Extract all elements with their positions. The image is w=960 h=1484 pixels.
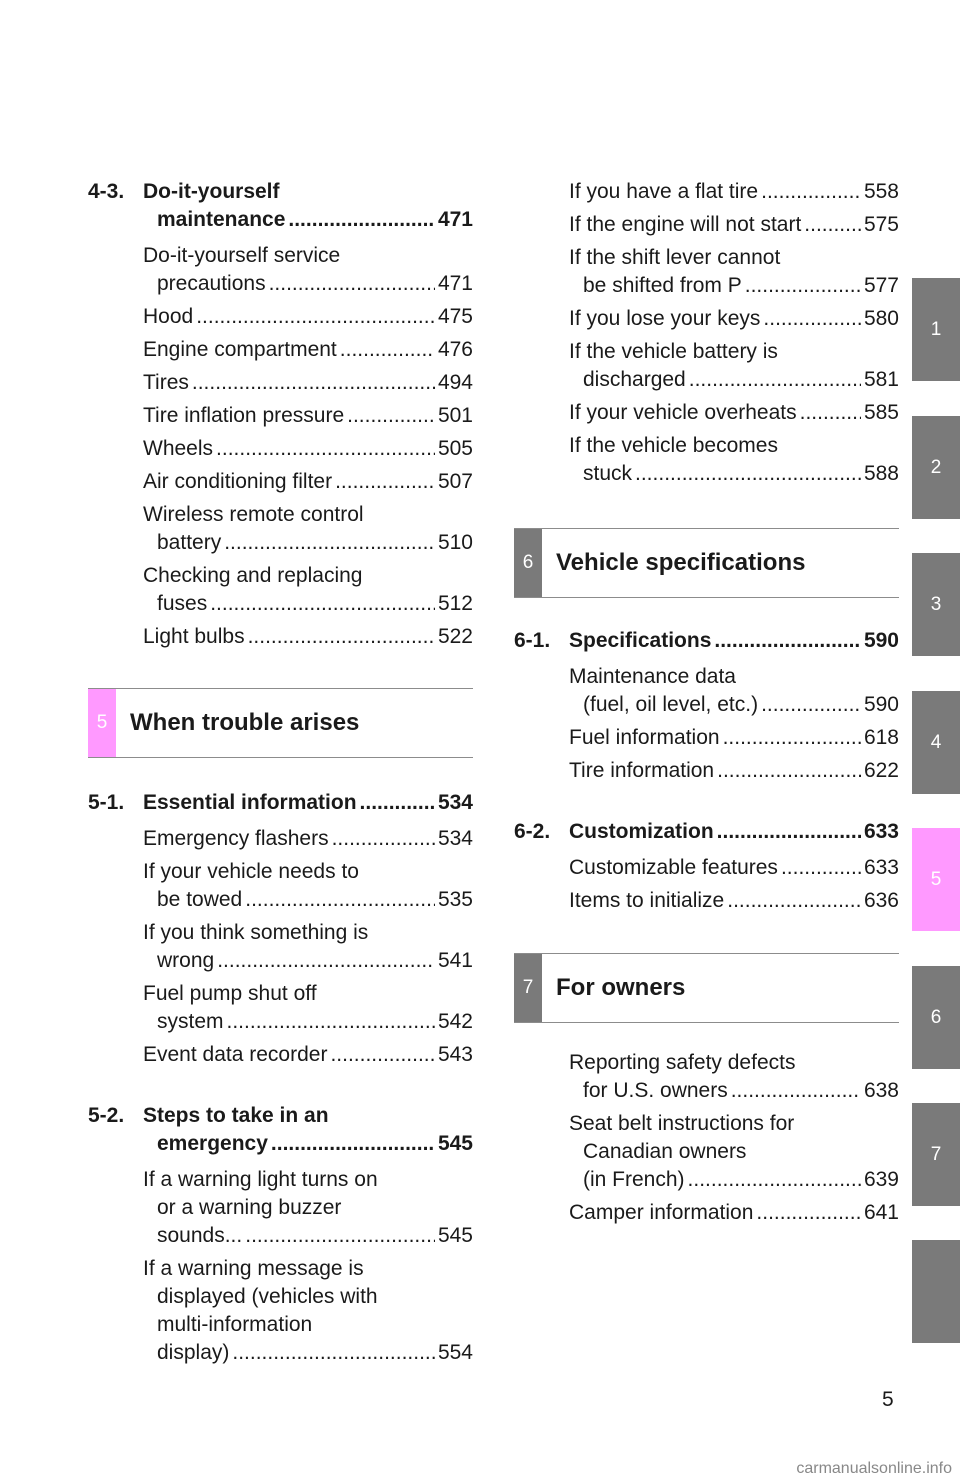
chapter-tab-4[interactable]: 4 <box>912 691 960 794</box>
section-title: Vehicle specifications <box>556 549 806 576</box>
chapter-tab-2[interactable]: 2 <box>912 416 960 519</box>
toc-section-5-2[interactable]: 5-2. Steps to take in an emergency ..... 545 <box>88 1102 473 1158</box>
toc-item[interactable]: If the shift lever cannot be shifted from P ..... 577 <box>514 244 899 300</box>
section-header-5[interactable] <box>88 688 473 758</box>
toc-item[interactable]: Wireless remote control battery ..... 510 <box>88 501 473 557</box>
section-number: 6-1. <box>514 629 551 652</box>
toc-item[interactable]: Seat belt instructions for Canadian owners (in French) ..... 639 <box>514 1110 899 1194</box>
toc-item[interactable]: Hood ..... 475 <box>88 303 473 331</box>
toc-item[interactable]: Customizable features ..... 633 <box>514 854 899 882</box>
toc-section-5-1[interactable]: 5-1. Essential information ..... 534 <box>88 789 473 817</box>
toc-item[interactable]: Tire information ..... 622 <box>514 757 899 785</box>
toc-item[interactable]: Reporting safety defects for U.S. owners ..... 638 <box>514 1049 899 1105</box>
toc-item[interactable]: Maintenance data (fuel, oil level, etc.) ..... 590 <box>514 663 899 719</box>
toc-item[interactable]: Air conditioning filter ..... 507 <box>88 468 473 496</box>
toc-item[interactable]: Event data recorder ..... 543 <box>88 1041 473 1069</box>
toc-section-4-3[interactable]: 4-3. Do-it-yourself maintenance ..... 471 <box>88 178 473 234</box>
toc-item[interactable]: Engine compartment ..... 476 <box>88 336 473 364</box>
toc-item[interactable]: Checking and replacing fuses ..... 512 <box>88 562 473 618</box>
section-number-box: 5 <box>88 689 116 757</box>
section-number: 5-2. <box>88 1104 125 1127</box>
toc-item[interactable]: Do-it-yourself service precautions ..... 471 <box>88 242 473 298</box>
toc-item[interactable]: If your vehicle needs to be towed ..... 535 <box>88 858 473 914</box>
chapter-tab-5[interactable]: 5 <box>912 828 960 931</box>
toc-item[interactable]: If the engine will not start ..... 575 <box>514 211 899 239</box>
toc-item[interactable]: Tires ..... 494 <box>88 369 473 397</box>
section-number: 5-1. <box>88 791 125 814</box>
toc-section-6-1[interactable]: 6-1. Specifications ..... 590 <box>514 627 899 655</box>
toc-item[interactable]: If the vehicle battery is discharged ..... 581 <box>514 338 899 394</box>
toc-item[interactable]: If a warning light turns on or a warning buzzer sounds... ..... 545 <box>88 1166 473 1250</box>
chapter-tab-8[interactable] <box>912 1240 960 1343</box>
toc-item[interactable]: Fuel information ..... 618 <box>514 724 899 752</box>
toc-item[interactable]: Items to initialize ..... 636 <box>514 887 899 915</box>
chapter-tab-3[interactable]: 3 <box>912 553 960 656</box>
chapter-tab-6[interactable]: 6 <box>912 966 960 1069</box>
section-header-6[interactable] <box>514 528 899 598</box>
toc-item[interactable]: Fuel pump shut off system ..... 542 <box>88 980 473 1036</box>
chapter-tab-7[interactable]: 7 <box>912 1103 960 1206</box>
chapter-tab-1[interactable]: 1 <box>912 278 960 381</box>
section-number-box: 6 <box>514 529 542 597</box>
section-header-7[interactable] <box>514 953 899 1023</box>
toc-right-column <box>514 178 899 1227</box>
toc-item[interactable]: If you have a flat tire ..... 558 <box>514 178 899 206</box>
section-title: For owners <box>556 974 686 1001</box>
toc-item[interactable]: Tire inflation pressure ..... 501 <box>88 402 473 430</box>
section-number: 4-3. <box>88 180 125 203</box>
toc-item[interactable]: Wheels ..... 505 <box>88 435 473 463</box>
toc-item[interactable]: If the vehicle becomes stuck ..... 588 <box>514 432 899 488</box>
section-title: When trouble arises <box>130 709 360 736</box>
toc-item[interactable]: If a warning message is displayed (vehicles with multi-information display) ..... 554 <box>88 1255 473 1367</box>
page-number: 5 <box>882 1388 894 1411</box>
toc-item[interactable]: Emergency flashers ..... 534 <box>88 825 473 853</box>
toc-item[interactable]: Light bulbs ..... 522 <box>88 623 473 651</box>
section-number-box: 7 <box>514 954 542 1022</box>
toc-item[interactable]: If you think something is wrong ..... 541 <box>88 919 473 975</box>
watermark: carmanualsonline.info <box>796 1460 952 1477</box>
toc-item[interactable]: Camper information ..... 641 <box>514 1199 899 1227</box>
toc-section-6-2[interactable]: 6-2. Customization ..... 633 <box>514 818 899 846</box>
toc-item[interactable]: If your vehicle overheats ..... 585 <box>514 399 899 427</box>
section-number: 6-2. <box>514 820 551 843</box>
toc-item[interactable]: If you lose your keys ..... 580 <box>514 305 899 333</box>
toc-left-column <box>88 178 473 1367</box>
